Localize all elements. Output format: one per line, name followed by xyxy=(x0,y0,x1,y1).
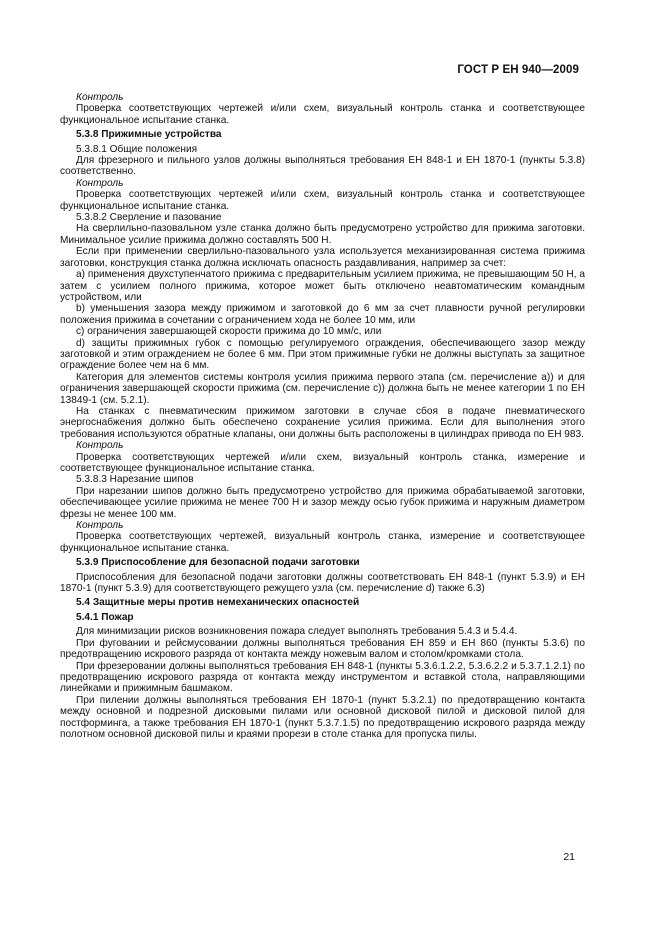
paragraph: Категория для элементов системы контроля усилия прижима первого этапа (см. перечисление а)) и для ограничения завершающей скорости прижима (см. перечисление с)) должна быть не менее категории 1 по ЕН 13849-1 (см. 5.2.1). xyxy=(60,371,585,406)
paragraph: Если при применении сверлильно-пазовального узла используется механизированная система прижима заготовки, конструкция станка должна исключать опасность раздавливания, например за счет: xyxy=(60,246,585,269)
control-label: Контроль xyxy=(76,92,124,103)
paragraph: Проверка соответствующих чертежей и/или схем, визуальный контроль станка и соответствующее функциональное испытание станка. xyxy=(60,189,585,212)
paragraph: При пилении должны выполняться требования ЕН 1870-1 (пункт 5.3.2.1) по предотвращению контакта между основной и подрезной дисковыми пилами или основной дисковой пилой и дисковой пилой для постформинга, а также требования ЕН 1870-1 (пункт 5.3.7.1.5) по предотвращению искрового разряда между полотном основной дисковой пилы и краями прорези в столе станка для пропуска пилы. xyxy=(60,694,585,740)
paragraph: При фуговании и рейсмусовании должны выполняться требования ЕН 859 и ЕН 860 (пункты 5.3.6) по предотвращению искрового разряда от контакта между ножевым валом и столом/кромками стола. xyxy=(60,637,585,661)
subsection-title: 5.3.8.2 Сверление и пазование xyxy=(76,212,222,224)
list-item: b) уменьшения зазора между прижимом и заготовкой до 6 мм за счет плавности ручной регулировки положения прижима в сочетании с ограничением хода не более 10 мм, или xyxy=(60,303,585,326)
section-heading: 5.4 Защитные меры против немеханических опасностей xyxy=(76,597,360,609)
paragraph: Приспособления для безопасной подачи заготовки должны соответствовать ЕН 848-1 (пункт 5.3.9) и ЕН 1870-1 (пункт 5.3.9) для соответствующего режущего узла (см. перечисление d) также 6.3) xyxy=(60,571,585,595)
subsection-title: 5.3.8.3 Нарезание шипов xyxy=(76,474,194,486)
paragraph: Для фрезерного и пильного узлов должны выполняться требования ЕН 848-1 и ЕН 1870-1 (пункты 5.3.8) соответственно. xyxy=(60,155,585,178)
paragraph: При нарезании шипов должно быть предусмотрено устройство для прижима обрабатываемой заготовки, обеспечивающее усилие прижима не менее 700 Н и зазор между осью губок прижима и наружным диаметром фрезы не менее 100 мм. xyxy=(60,485,585,520)
document-body xyxy=(60,92,585,740)
control-label: Контроль xyxy=(76,177,124,189)
paragraph: На сверлильно-пазовальном узле станка должно быть предусмотрено устройство для прижима заготовки. Минимальное усилие прижима должно составлять 500 Н. xyxy=(60,223,585,246)
control-label: Контроль xyxy=(76,520,124,532)
section-heading: 5.4.1 Пожар xyxy=(76,611,134,623)
paragraph: Проверка соответствующих чертежей, визуальный контроль станка, измерение и соответствующее функциональное испытание станка. xyxy=(60,531,585,554)
paragraph: Для минимизации рисков возникновения пожара следует выполнять требования 5.4.3 и 5.4.4. xyxy=(76,626,518,638)
list-item: d) защиты прижимных губок с помощью регулируемого ограждения, обеспечивающего зазор между заготовкой и этим ограждением не более 6 мм. При этом прижимные губки не должны выступать за защитное ограждение более чем на 6 мм. xyxy=(60,337,585,372)
standard-header: ГОСТ Р ЕН 940—2009 xyxy=(457,64,579,76)
section-heading: 5.3.8 Прижимные устройства xyxy=(76,129,222,141)
subsection-title: 5.3.8.1 Общие положения xyxy=(76,143,198,155)
paragraph: На станках с пневматическим прижимом заготовки в случае сбоя в подаче пневматического энергоснабжения должно быть обеспечено сохранение усилия прижима. Если для выполнения этого требования используются обратные клапаны, они должны быть расположены в цилиндрах привода по ЕН 983. xyxy=(60,405,585,440)
control-label: Контроль xyxy=(76,440,124,452)
list-item: c) ограничения завершающей скорости прижима до 10 мм/с, или xyxy=(76,326,382,338)
paragraph: Проверка соответствующих чертежей и/или схем, визуальный контроль станка и соответствующее функциональное испытание станка. xyxy=(60,103,585,126)
paragraph: Проверка соответствующих чертежей и/или схем, визуальный контроль станка, измерение и соответствующее функциональное испытание станка. xyxy=(60,451,585,474)
section-heading: 5.3.9 Приспособление для безопасной подачи заготовки xyxy=(76,557,360,569)
paragraph: При фрезеровании должны выполняться требования ЕН 848-1 (пункты 5.3.6.1.2.2, 5.3.6.2.2 и 5.3.7.1.2.1) по предотвращению искрового разряда от контакта между инструментом и вставкой стола, направляющими линейками и прижимным башмаком. xyxy=(60,660,585,695)
page-number: 21 xyxy=(563,851,575,863)
list-item: a) применения двухступенчатого прижима с предварительным усилием прижима, не превышающим 50 Н, а затем с усилием полного прижима, которое может быть отключено неавтоматическим командным устройством, или xyxy=(60,269,585,303)
